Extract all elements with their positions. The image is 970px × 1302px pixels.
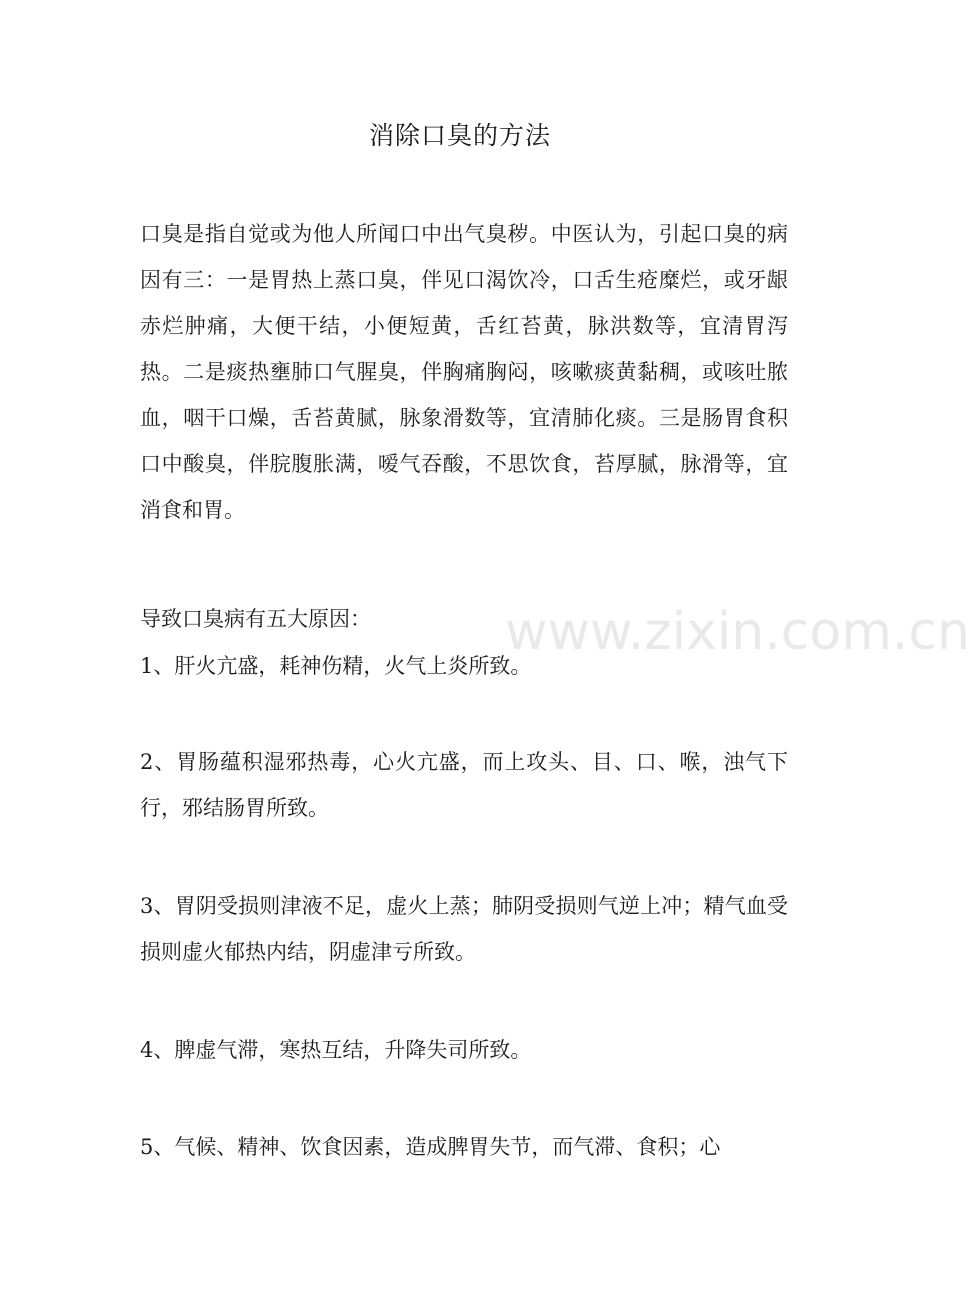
cause-item-5: 5、气候、精神、饮食因素，造成脾胃失节，而气滞、食积；心 [140, 1135, 721, 1159]
watermark-text: www.zixin.com.cn [505, 602, 970, 662]
cause-item-1: 1、肝火亢盛，耗神伤精，火气上炎所致。 [140, 654, 532, 678]
cause-item-2: 2、胃肠蕴积湿邪热毒，心火亢盛，而上攻头、目、口、喉，浊气下行，邪结肠胃所致。 [140, 750, 788, 820]
cause-item-4: 4、脾虚气滞，寒热互结，升降失司所致。 [140, 1038, 532, 1062]
intro-paragraph: 口臭是指自觉或为他人所闻口中出气臭秽。中医认为，引起口臭的病因有三：一是胃热上蒸口臭，伴见口渴饮冷，口舌生疮糜烂，或牙龈赤烂肿痛，大便干结，小便短黄，舌红苔黄，脉洪数等，宜清胃泻热。二是痰热壅肺口气腥臭，伴胸痛胸闷，咳嗽痰黄黏稠，或咳吐脓血，咽干口燥，舌苔黄腻，脉象滑数等，宜清肺化痰。三是肠胃食积口中酸臭，伴脘腹胀满，嗳气吞酸，不思饮食，苔厚腻，脉滑等，宜消食和胃。 [140, 222, 788, 522]
document-title: 消除口臭的方法 [368, 121, 551, 150]
causes-heading: 导致口臭病有五大原因： [140, 607, 371, 631]
cause-item-3: 3、胃阴受损则津液不足，虚火上蒸；肺阴受损则气逆上冲；精气血受损则虚火郁热内结，阴虚津亏所致。 [140, 894, 788, 964]
